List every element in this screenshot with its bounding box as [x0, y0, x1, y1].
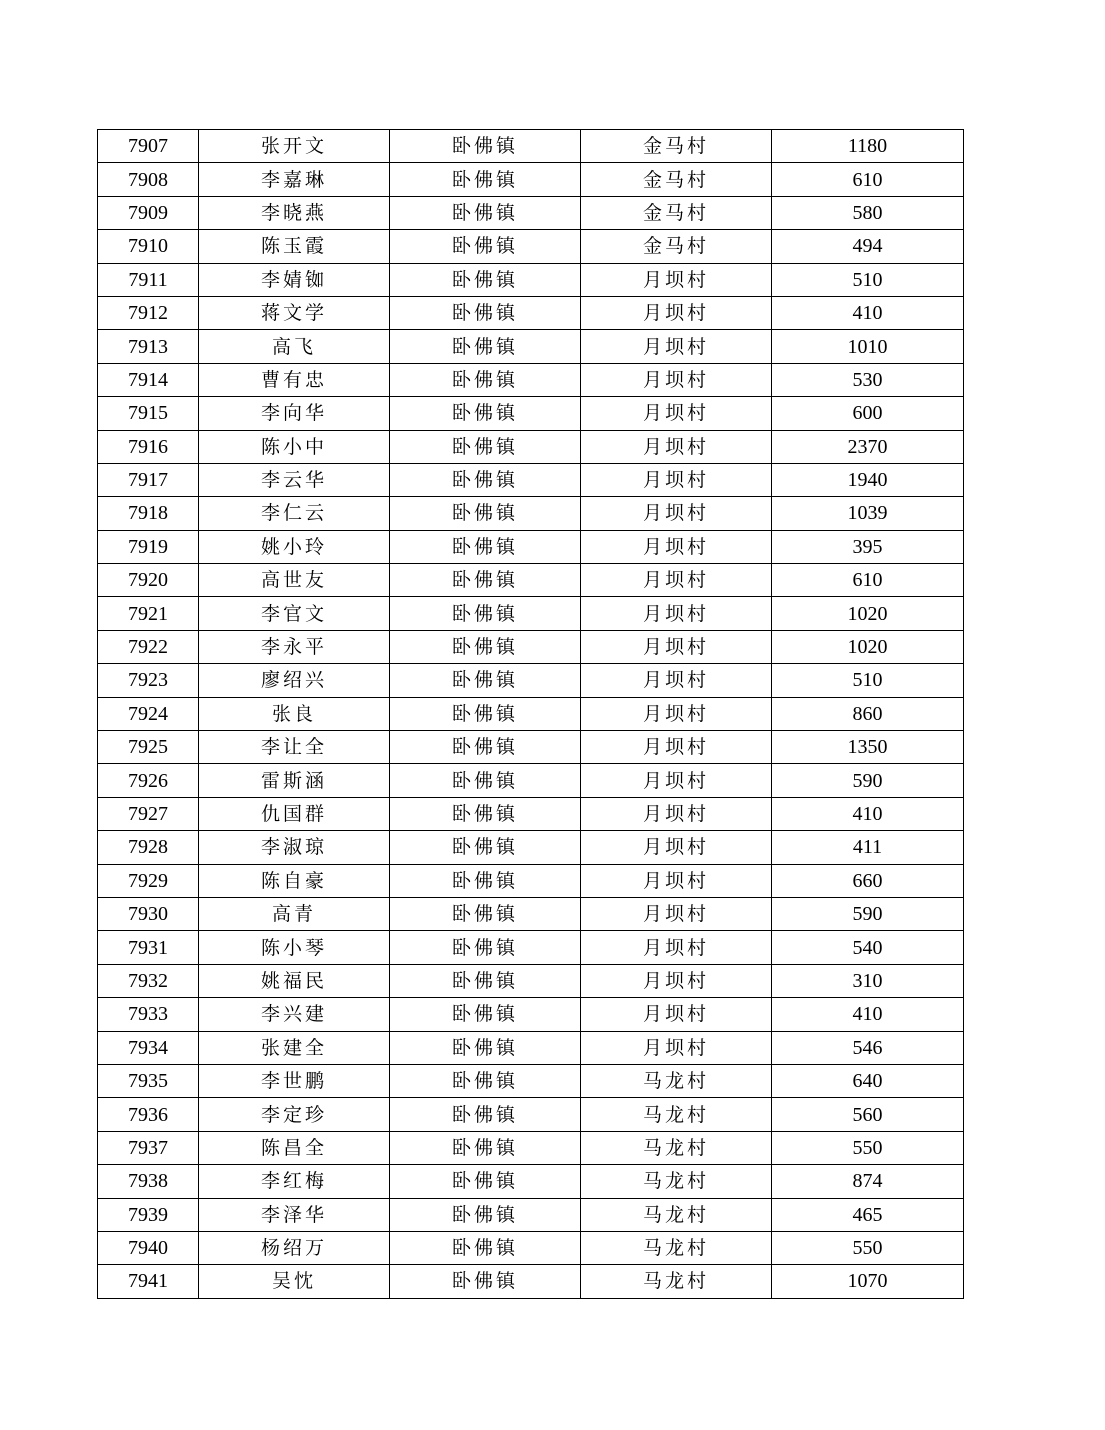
id-cell: 7911: [98, 263, 199, 296]
town-cell: 卧佛镇: [390, 1098, 581, 1131]
town-cell: 卧佛镇: [390, 296, 581, 329]
town-cell: 卧佛镇: [390, 196, 581, 229]
name-cell: 高青: [199, 897, 390, 930]
name-cell: 李向华: [199, 397, 390, 430]
name-cell: 杨绍万: [199, 1231, 390, 1264]
name-cell: 姚小玲: [199, 530, 390, 563]
id-cell: 7938: [98, 1165, 199, 1198]
table-row: [98, 530, 964, 563]
village-cell: 月坝村: [581, 330, 772, 363]
amount-cell: 410: [772, 296, 964, 329]
town-cell: 卧佛镇: [390, 564, 581, 597]
amount-cell: 510: [772, 263, 964, 296]
village-cell: 金马村: [581, 230, 772, 263]
village-cell: 月坝村: [581, 697, 772, 730]
town-cell: 卧佛镇: [390, 163, 581, 196]
name-cell: 李云华: [199, 463, 390, 496]
id-cell: 7929: [98, 864, 199, 897]
village-cell: 月坝村: [581, 931, 772, 964]
amount-cell: 510: [772, 664, 964, 697]
amount-cell: 590: [772, 897, 964, 930]
name-cell: 高世友: [199, 564, 390, 597]
id-cell: 7941: [98, 1265, 199, 1298]
name-cell: 李嘉琳: [199, 163, 390, 196]
village-cell: 月坝村: [581, 363, 772, 396]
amount-cell: 580: [772, 196, 964, 229]
village-cell: 马龙村: [581, 1064, 772, 1097]
id-cell: 7931: [98, 931, 199, 964]
village-cell: 金马村: [581, 130, 772, 163]
village-cell: 月坝村: [581, 964, 772, 997]
town-cell: 卧佛镇: [390, 797, 581, 830]
town-cell: 卧佛镇: [390, 430, 581, 463]
amount-cell: 590: [772, 764, 964, 797]
name-cell: 陈昌全: [199, 1131, 390, 1164]
id-cell: 7913: [98, 330, 199, 363]
table-row: [98, 797, 964, 830]
amount-cell: 1010: [772, 330, 964, 363]
amount-cell: 610: [772, 564, 964, 597]
id-cell: 7917: [98, 463, 199, 496]
town-cell: 卧佛镇: [390, 697, 581, 730]
id-cell: 7924: [98, 697, 199, 730]
town-cell: 卧佛镇: [390, 998, 581, 1031]
village-cell: 月坝村: [581, 597, 772, 630]
table-row: [98, 330, 964, 363]
name-cell: 李永平: [199, 630, 390, 663]
amount-cell: 410: [772, 797, 964, 830]
amount-cell: 550: [772, 1131, 964, 1164]
name-cell: 李婧铷: [199, 263, 390, 296]
amount-cell: 1070: [772, 1265, 964, 1298]
town-cell: 卧佛镇: [390, 1064, 581, 1097]
table-row: [98, 196, 964, 229]
table-row: [98, 664, 964, 697]
amount-cell: 540: [772, 931, 964, 964]
amount-cell: 660: [772, 864, 964, 897]
village-cell: 月坝村: [581, 296, 772, 329]
name-cell: 张建全: [199, 1031, 390, 1064]
roster-table: [97, 129, 964, 1299]
name-cell: 雷斯涵: [199, 764, 390, 797]
amount-cell: 860: [772, 697, 964, 730]
roster-table-body: [98, 130, 964, 1299]
id-cell: 7918: [98, 497, 199, 530]
table-row: [98, 397, 964, 430]
table-row: [98, 1265, 964, 1298]
village-cell: 马龙村: [581, 1265, 772, 1298]
name-cell: 张开文: [199, 130, 390, 163]
id-cell: 7919: [98, 530, 199, 563]
amount-cell: 560: [772, 1098, 964, 1131]
name-cell: 李泽华: [199, 1198, 390, 1231]
village-cell: 马龙村: [581, 1098, 772, 1131]
amount-cell: 2370: [772, 430, 964, 463]
amount-cell: 1020: [772, 597, 964, 630]
town-cell: 卧佛镇: [390, 630, 581, 663]
amount-cell: 1020: [772, 630, 964, 663]
amount-cell: 1180: [772, 130, 964, 163]
village-cell: 月坝村: [581, 897, 772, 930]
id-cell: 7920: [98, 564, 199, 597]
name-cell: 李淑琼: [199, 831, 390, 864]
id-cell: 7921: [98, 597, 199, 630]
name-cell: 陈小中: [199, 430, 390, 463]
village-cell: 月坝村: [581, 630, 772, 663]
table-row: [98, 731, 964, 764]
name-cell: 吴忱: [199, 1265, 390, 1298]
village-cell: 马龙村: [581, 1231, 772, 1264]
id-cell: 7940: [98, 1231, 199, 1264]
town-cell: 卧佛镇: [390, 530, 581, 563]
id-cell: 7914: [98, 363, 199, 396]
town-cell: 卧佛镇: [390, 463, 581, 496]
amount-cell: 640: [772, 1064, 964, 1097]
amount-cell: 395: [772, 530, 964, 563]
town-cell: 卧佛镇: [390, 864, 581, 897]
table-row: [98, 463, 964, 496]
table-row: [98, 597, 964, 630]
amount-cell: 600: [772, 397, 964, 430]
name-cell: 李世鹏: [199, 1064, 390, 1097]
village-cell: 月坝村: [581, 463, 772, 496]
town-cell: 卧佛镇: [390, 1265, 581, 1298]
name-cell: 张良: [199, 697, 390, 730]
town-cell: 卧佛镇: [390, 263, 581, 296]
table-row: [98, 1165, 964, 1198]
id-cell: 7909: [98, 196, 199, 229]
table-row: [98, 1064, 964, 1097]
amount-cell: 1039: [772, 497, 964, 530]
town-cell: 卧佛镇: [390, 1131, 581, 1164]
table-row: [98, 163, 964, 196]
village-cell: 金马村: [581, 196, 772, 229]
town-cell: 卧佛镇: [390, 731, 581, 764]
town-cell: 卧佛镇: [390, 1165, 581, 1198]
id-cell: 7927: [98, 797, 199, 830]
table-row: [98, 630, 964, 663]
town-cell: 卧佛镇: [390, 363, 581, 396]
table-row: [98, 263, 964, 296]
village-cell: 月坝村: [581, 263, 772, 296]
name-cell: 廖绍兴: [199, 664, 390, 697]
town-cell: 卧佛镇: [390, 831, 581, 864]
id-cell: 7916: [98, 430, 199, 463]
name-cell: 李官文: [199, 597, 390, 630]
town-cell: 卧佛镇: [390, 330, 581, 363]
id-cell: 7935: [98, 1064, 199, 1097]
name-cell: 李兴建: [199, 998, 390, 1031]
village-cell: 金马村: [581, 163, 772, 196]
id-cell: 7930: [98, 897, 199, 930]
town-cell: 卧佛镇: [390, 597, 581, 630]
id-cell: 7937: [98, 1131, 199, 1164]
village-cell: 月坝村: [581, 864, 772, 897]
amount-cell: 310: [772, 964, 964, 997]
table-row: [98, 831, 964, 864]
table-row: [98, 897, 964, 930]
table-row: [98, 998, 964, 1031]
village-cell: 月坝村: [581, 497, 772, 530]
amount-cell: 410: [772, 998, 964, 1031]
id-cell: 7922: [98, 630, 199, 663]
name-cell: 曹有忠: [199, 363, 390, 396]
village-cell: 月坝村: [581, 998, 772, 1031]
id-cell: 7923: [98, 664, 199, 697]
table-row: [98, 1231, 964, 1264]
name-cell: 仇国群: [199, 797, 390, 830]
table-row: [98, 864, 964, 897]
town-cell: 卧佛镇: [390, 931, 581, 964]
id-cell: 7908: [98, 163, 199, 196]
id-cell: 7928: [98, 831, 199, 864]
village-cell: 月坝村: [581, 831, 772, 864]
town-cell: 卧佛镇: [390, 1031, 581, 1064]
amount-cell: 530: [772, 363, 964, 396]
village-cell: 月坝村: [581, 430, 772, 463]
amount-cell: 1940: [772, 463, 964, 496]
amount-cell: 1350: [772, 731, 964, 764]
table-row: [98, 564, 964, 597]
town-cell: 卧佛镇: [390, 230, 581, 263]
amount-cell: 610: [772, 163, 964, 196]
id-cell: 7933: [98, 998, 199, 1031]
table-row: [98, 964, 964, 997]
village-cell: 马龙村: [581, 1198, 772, 1231]
town-cell: 卧佛镇: [390, 897, 581, 930]
id-cell: 7915: [98, 397, 199, 430]
table-row: [98, 430, 964, 463]
town-cell: 卧佛镇: [390, 1231, 581, 1264]
id-cell: 7912: [98, 296, 199, 329]
name-cell: 高飞: [199, 330, 390, 363]
id-cell: 7936: [98, 1098, 199, 1131]
id-cell: 7910: [98, 230, 199, 263]
village-cell: 月坝村: [581, 530, 772, 563]
id-cell: 7926: [98, 764, 199, 797]
table-row: [98, 764, 964, 797]
table-row: [98, 931, 964, 964]
name-cell: 陈小琴: [199, 931, 390, 964]
village-cell: 月坝村: [581, 1031, 772, 1064]
table-row: [98, 1031, 964, 1064]
table-row: [98, 497, 964, 530]
table-row: [98, 130, 964, 163]
table-row: [98, 230, 964, 263]
name-cell: 李让全: [199, 731, 390, 764]
amount-cell: 411: [772, 831, 964, 864]
name-cell: 姚福民: [199, 964, 390, 997]
village-cell: 月坝村: [581, 731, 772, 764]
town-cell: 卧佛镇: [390, 964, 581, 997]
name-cell: 陈玉霞: [199, 230, 390, 263]
amount-cell: 550: [772, 1231, 964, 1264]
name-cell: 李晓燕: [199, 196, 390, 229]
name-cell: 李红梅: [199, 1165, 390, 1198]
id-cell: 7925: [98, 731, 199, 764]
table-row: [98, 296, 964, 329]
table-row: [98, 1098, 964, 1131]
table-row: [98, 363, 964, 396]
name-cell: 蒋文学: [199, 296, 390, 329]
village-cell: 马龙村: [581, 1165, 772, 1198]
village-cell: 月坝村: [581, 397, 772, 430]
village-cell: 月坝村: [581, 764, 772, 797]
amount-cell: 874: [772, 1165, 964, 1198]
town-cell: 卧佛镇: [390, 397, 581, 430]
town-cell: 卧佛镇: [390, 764, 581, 797]
village-cell: 月坝村: [581, 564, 772, 597]
village-cell: 月坝村: [581, 664, 772, 697]
amount-cell: 465: [772, 1198, 964, 1231]
village-cell: 马龙村: [581, 1131, 772, 1164]
town-cell: 卧佛镇: [390, 130, 581, 163]
village-cell: 月坝村: [581, 797, 772, 830]
id-cell: 7939: [98, 1198, 199, 1231]
amount-cell: 494: [772, 230, 964, 263]
id-cell: 7907: [98, 130, 199, 163]
amount-cell: 546: [772, 1031, 964, 1064]
name-cell: 李定珍: [199, 1098, 390, 1131]
town-cell: 卧佛镇: [390, 1198, 581, 1231]
town-cell: 卧佛镇: [390, 497, 581, 530]
table-row: [98, 697, 964, 730]
table-row: [98, 1198, 964, 1231]
town-cell: 卧佛镇: [390, 664, 581, 697]
id-cell: 7932: [98, 964, 199, 997]
table-row: [98, 1131, 964, 1164]
name-cell: 陈自豪: [199, 864, 390, 897]
id-cell: 7934: [98, 1031, 199, 1064]
name-cell: 李仁云: [199, 497, 390, 530]
